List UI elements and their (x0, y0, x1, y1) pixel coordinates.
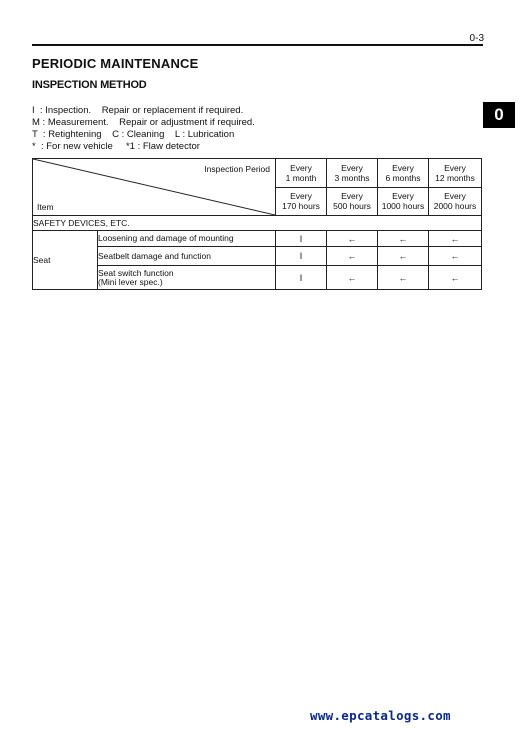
schedule-mark: ← (327, 231, 378, 247)
table-row (33, 247, 482, 266)
check-item: Loosening and damage of mounting (98, 231, 276, 247)
table-header-corner (33, 159, 276, 216)
schedule-mark: ← (429, 247, 482, 266)
interval-month-3: Every 3 months (327, 159, 378, 188)
interval-hours-1000: Every 1000 hours (378, 187, 429, 216)
interval-month-6: Every 6 months (378, 159, 429, 188)
section-subtitle: INSPECTION METHOD (32, 79, 147, 91)
schedule-mark: I (276, 247, 327, 266)
check-item: Seat switch function (Mini lever spec.) (98, 266, 276, 290)
interval-month-1: Every 1 month (276, 159, 327, 188)
schedule-mark: ← (327, 247, 378, 266)
schedule-mark: ← (378, 231, 429, 247)
schedule-mark: ← (429, 266, 482, 290)
interval-hours-500: Every 500 hours (327, 187, 378, 216)
schedule-mark: I (276, 231, 327, 247)
interval-hours-2000: Every 2000 hours (429, 187, 482, 216)
page-number: 0-3 (469, 33, 484, 44)
inspection-table (32, 158, 482, 290)
section-heading: SAFETY DEVICES, ETC. (33, 216, 482, 231)
check-item: Seatbelt damage and function (98, 247, 276, 266)
schedule-mark: I (276, 266, 327, 290)
schedule-mark: ← (378, 247, 429, 266)
interval-month-12: Every 12 months (429, 159, 482, 188)
legend-line: M : Measurement. Repair or adjustment if required. (32, 117, 255, 128)
legend-line: I : Inspection. Repair or replacement if required. (32, 105, 244, 116)
watermark-link[interactable]: www.epcatalogs.com (310, 708, 451, 723)
table-row (33, 231, 482, 247)
legend-line: * : For new vehicle *1 : Flaw detector (32, 141, 200, 152)
group-label: Seat (33, 231, 98, 290)
chapter-tab-marker: 0 (483, 102, 515, 128)
table-row (33, 266, 482, 290)
item-label: Item (37, 202, 54, 212)
header-rule (32, 44, 483, 46)
schedule-mark: ← (327, 266, 378, 290)
schedule-mark: ← (378, 266, 429, 290)
inspection-period-label: Inspection Period (204, 164, 270, 174)
interval-hours-170: Every 170 hours (276, 187, 327, 216)
legend-line: T : Retightening C : Cleaning L : Lubrication (32, 129, 235, 140)
schedule-mark: ← (429, 231, 482, 247)
page-title: PERIODIC MAINTENANCE (32, 56, 199, 71)
